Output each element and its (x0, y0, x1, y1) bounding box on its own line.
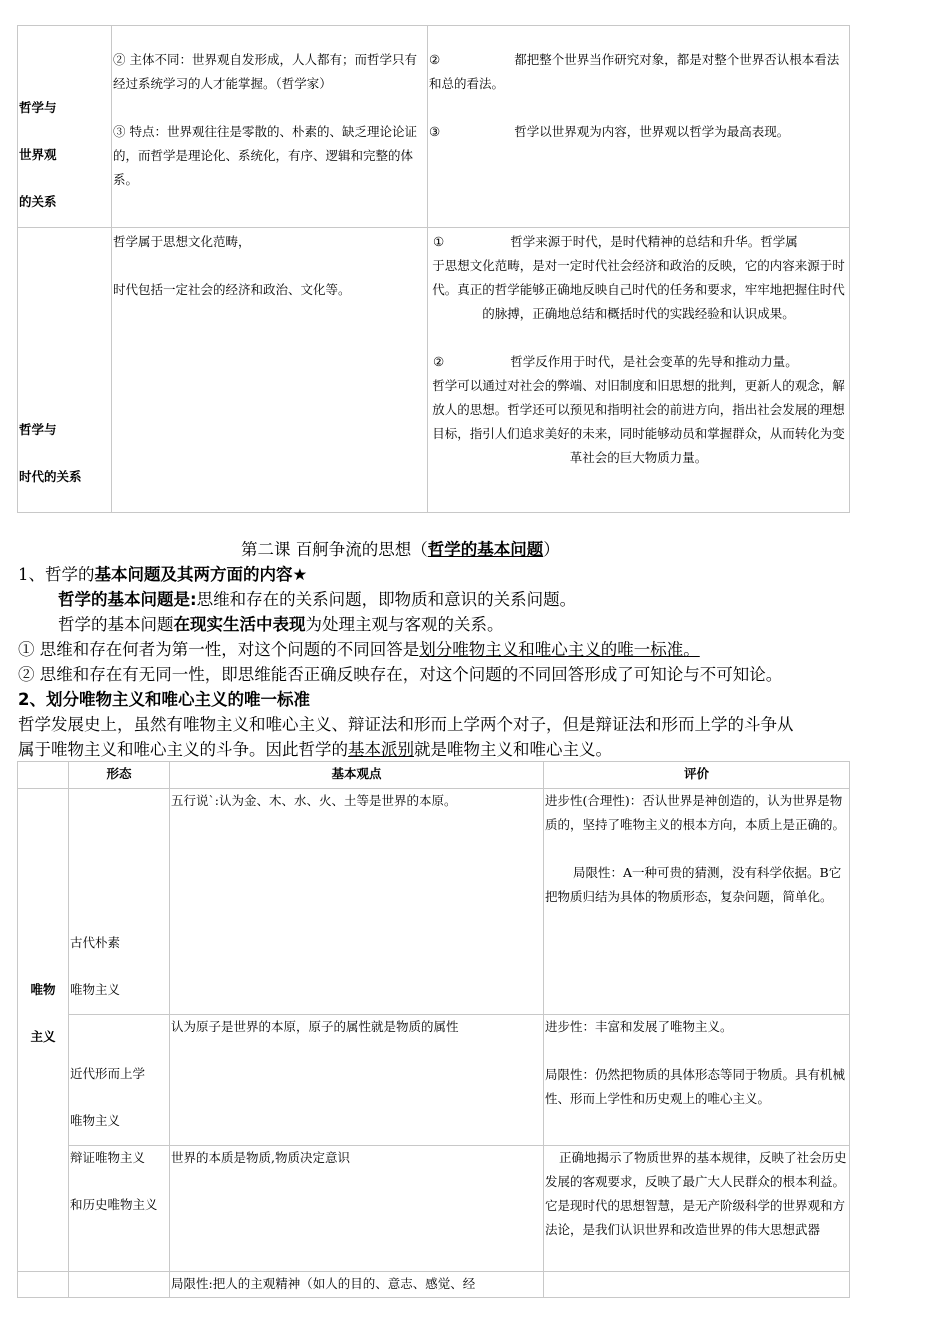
table-row (18, 1272, 850, 1298)
header-view: 基本观点 (170, 762, 544, 789)
table-row (18, 1015, 850, 1146)
eval-cell (544, 1015, 850, 1146)
view-cell (170, 1146, 544, 1272)
materialism-table (17, 761, 850, 1298)
table-row (18, 1146, 850, 1272)
eval-cell (544, 789, 850, 1015)
paragraph-line: 哲学发展史上，虽然有唯物主义和唯心主义、辩证法和形而上学两个对子，但是辩证法和形而上学的斗争从 (18, 715, 794, 734)
paragraph: ③ 特点：世界观往往是零散的、朴素的、缺乏理论论证的，而哲学是理论化、系统化，有序、逻辑和完整的体系。 (113, 124, 417, 187)
form-cell (69, 789, 170, 1015)
lesson-title: 第二课 百舸争流的思想（哲学的基本问题） (241, 540, 560, 559)
basic-question-line: 哲学的基本问题是:思维和存在的关系问题，即物质和意识的关系问题。 (58, 590, 577, 609)
form-line: 唯物主义 (70, 982, 121, 997)
view-cell (170, 1272, 544, 1298)
cell-difference (112, 26, 428, 228)
form-line: 近代形而上学 (70, 1066, 146, 1081)
form-line: 和历史唯物主义 (70, 1197, 158, 1212)
paragraph: ② 都把整个世界当作研究对象，都是对整个世界否认根本看法和总的看法。 (429, 52, 840, 91)
paragraph: 于思想文化范畴，是对一定时代社会经济和政治的反映，它的内容来源于时代。真正的哲学能够正确地反映自己时代的任务和要求，牢牢地把握住时代的脉搏，正确地总结和概括时代的实践经验和认识成果。 (432, 258, 845, 321)
header-row (18, 762, 850, 789)
paragraph: ③ 哲学以世界观为内容，世界观以哲学为最高表现。 (429, 124, 790, 139)
table-row (18, 228, 850, 513)
paragraph: 世界的本质是物质,物质决定意识 (171, 1150, 350, 1165)
point-2-line: ② 思维和存在有无同一性，即思维能否正确反映存在，对这个问题的不同回答形成了可知论与不可知论。 (18, 665, 783, 684)
cell-era-left (112, 228, 428, 513)
label-line: 时代的关系 (19, 469, 82, 484)
paragraph: 时代包括一定社会的经济和政治、文化等。 (113, 282, 351, 297)
paragraph-line: 属于唯物主义和唯心主义的斗争。因此哲学的基本派别就是唯物主义和唯心主义。 (18, 740, 612, 759)
view-cell (170, 789, 544, 1015)
section-1-heading: 1、哲学的基本问题及其两方面的内容★ (18, 565, 308, 584)
header-form: 形态 (69, 762, 170, 789)
real-life-line: 哲学的基本问题在现实生活中表现为处理主观与客观的关系。 (58, 615, 504, 634)
label-line: 的关系 (19, 194, 57, 209)
form-line: 辩证唯物主义 (70, 1150, 146, 1165)
label-line: 哲学与 (19, 422, 57, 437)
table-row (18, 26, 850, 228)
paragraph: 正确地揭示了物质世界的基本规律，反映了社会历史发展的客观要求，反映了最广大人民群众的根本利益。它是现时代的思想智慧，是无产阶级科学的世界观和方法论，是我们认识世界和改造世界的伟大思想武器 (545, 1150, 847, 1237)
view-cell (170, 1015, 544, 1146)
empty-cell (69, 1272, 170, 1298)
empty-cell (544, 1272, 850, 1298)
row-label-era (18, 228, 112, 513)
label-line: 世界观 (19, 147, 57, 162)
form-cell (69, 1015, 170, 1146)
label-line: 哲学与 (19, 100, 57, 115)
paragraph: 进步性：丰富和发展了唯物主义。 (545, 1019, 733, 1034)
paragraph: ① 哲学来源于时代，是时代精神的总结和升华。哲学属 (432, 234, 798, 249)
header-cell (18, 762, 69, 789)
label-line: 唯物 (30, 982, 56, 997)
table-row (18, 789, 850, 1015)
form-line: 唯物主义 (70, 1113, 121, 1128)
eval-cell (544, 1146, 850, 1272)
philosophy-relations-table (17, 25, 850, 513)
paragraph: 认为原子是世界的本原，原子的属性就是物质的属性 (171, 1019, 459, 1034)
paragraph: 局限性:把人的主观精神（如人的目的、意志、感觉、经 (171, 1276, 476, 1291)
point-1-line: ① 思维和存在何者为第一性，对这个问题的不同回答是划分唯物主义和唯心主义的唯一标准。 (18, 640, 700, 659)
section-2-heading: 2、划分唯物主义和唯心主义的唯一标准 (18, 690, 310, 709)
label-line: 主义 (30, 1029, 56, 1044)
form-cell (69, 1146, 170, 1272)
cell-connection (428, 26, 850, 228)
paragraph: 哲学可以通过对社会的弊端、对旧制度和旧思想的批判，更新人的观念，解放人的思想。哲学还可以预见和指明社会的前进方向，指出社会发展的理想目标，指引人们追求美好的未来，同时能够动员和掌握群众，从而转化为变革社会的巨大物质力量。 (432, 378, 845, 465)
form-line: 古代朴素 (70, 935, 121, 950)
paragraph: ② 主体不同：世界观自发形成，人人都有；而哲学只有经过系统学习的人才能掌握。（哲学家） (113, 52, 417, 91)
paragraph: 五行说`:认为金、木、水、火、土等是世界的本原。 (171, 793, 457, 808)
paragraph: 局限性：A一种可贵的猜测，没有科学依据。B它把物质归结为具体的物质形态，复杂问题，简单化。 (545, 865, 842, 904)
empty-cell (18, 1272, 69, 1298)
group-label-materialism (18, 789, 69, 1272)
header-eval: 评价 (544, 762, 850, 789)
row-label-worldview (18, 26, 112, 228)
cell-era-right (428, 228, 850, 513)
paragraph: ② 哲学反作用于时代，是社会变革的先导和推动力量。 (432, 354, 798, 369)
paragraph: 哲学属于思想文化范畴， (113, 234, 251, 249)
paragraph: 局限性：仍然把物质的具体形态等同于物质。具有机械性、形而上学性和历史观上的唯心主义。 (545, 1067, 846, 1106)
paragraph: 进步性(合理性)：否认世界是神创造的，认为世界是物质的，坚持了唯物主义的根本方向，本质上是正确的。 (545, 793, 846, 832)
